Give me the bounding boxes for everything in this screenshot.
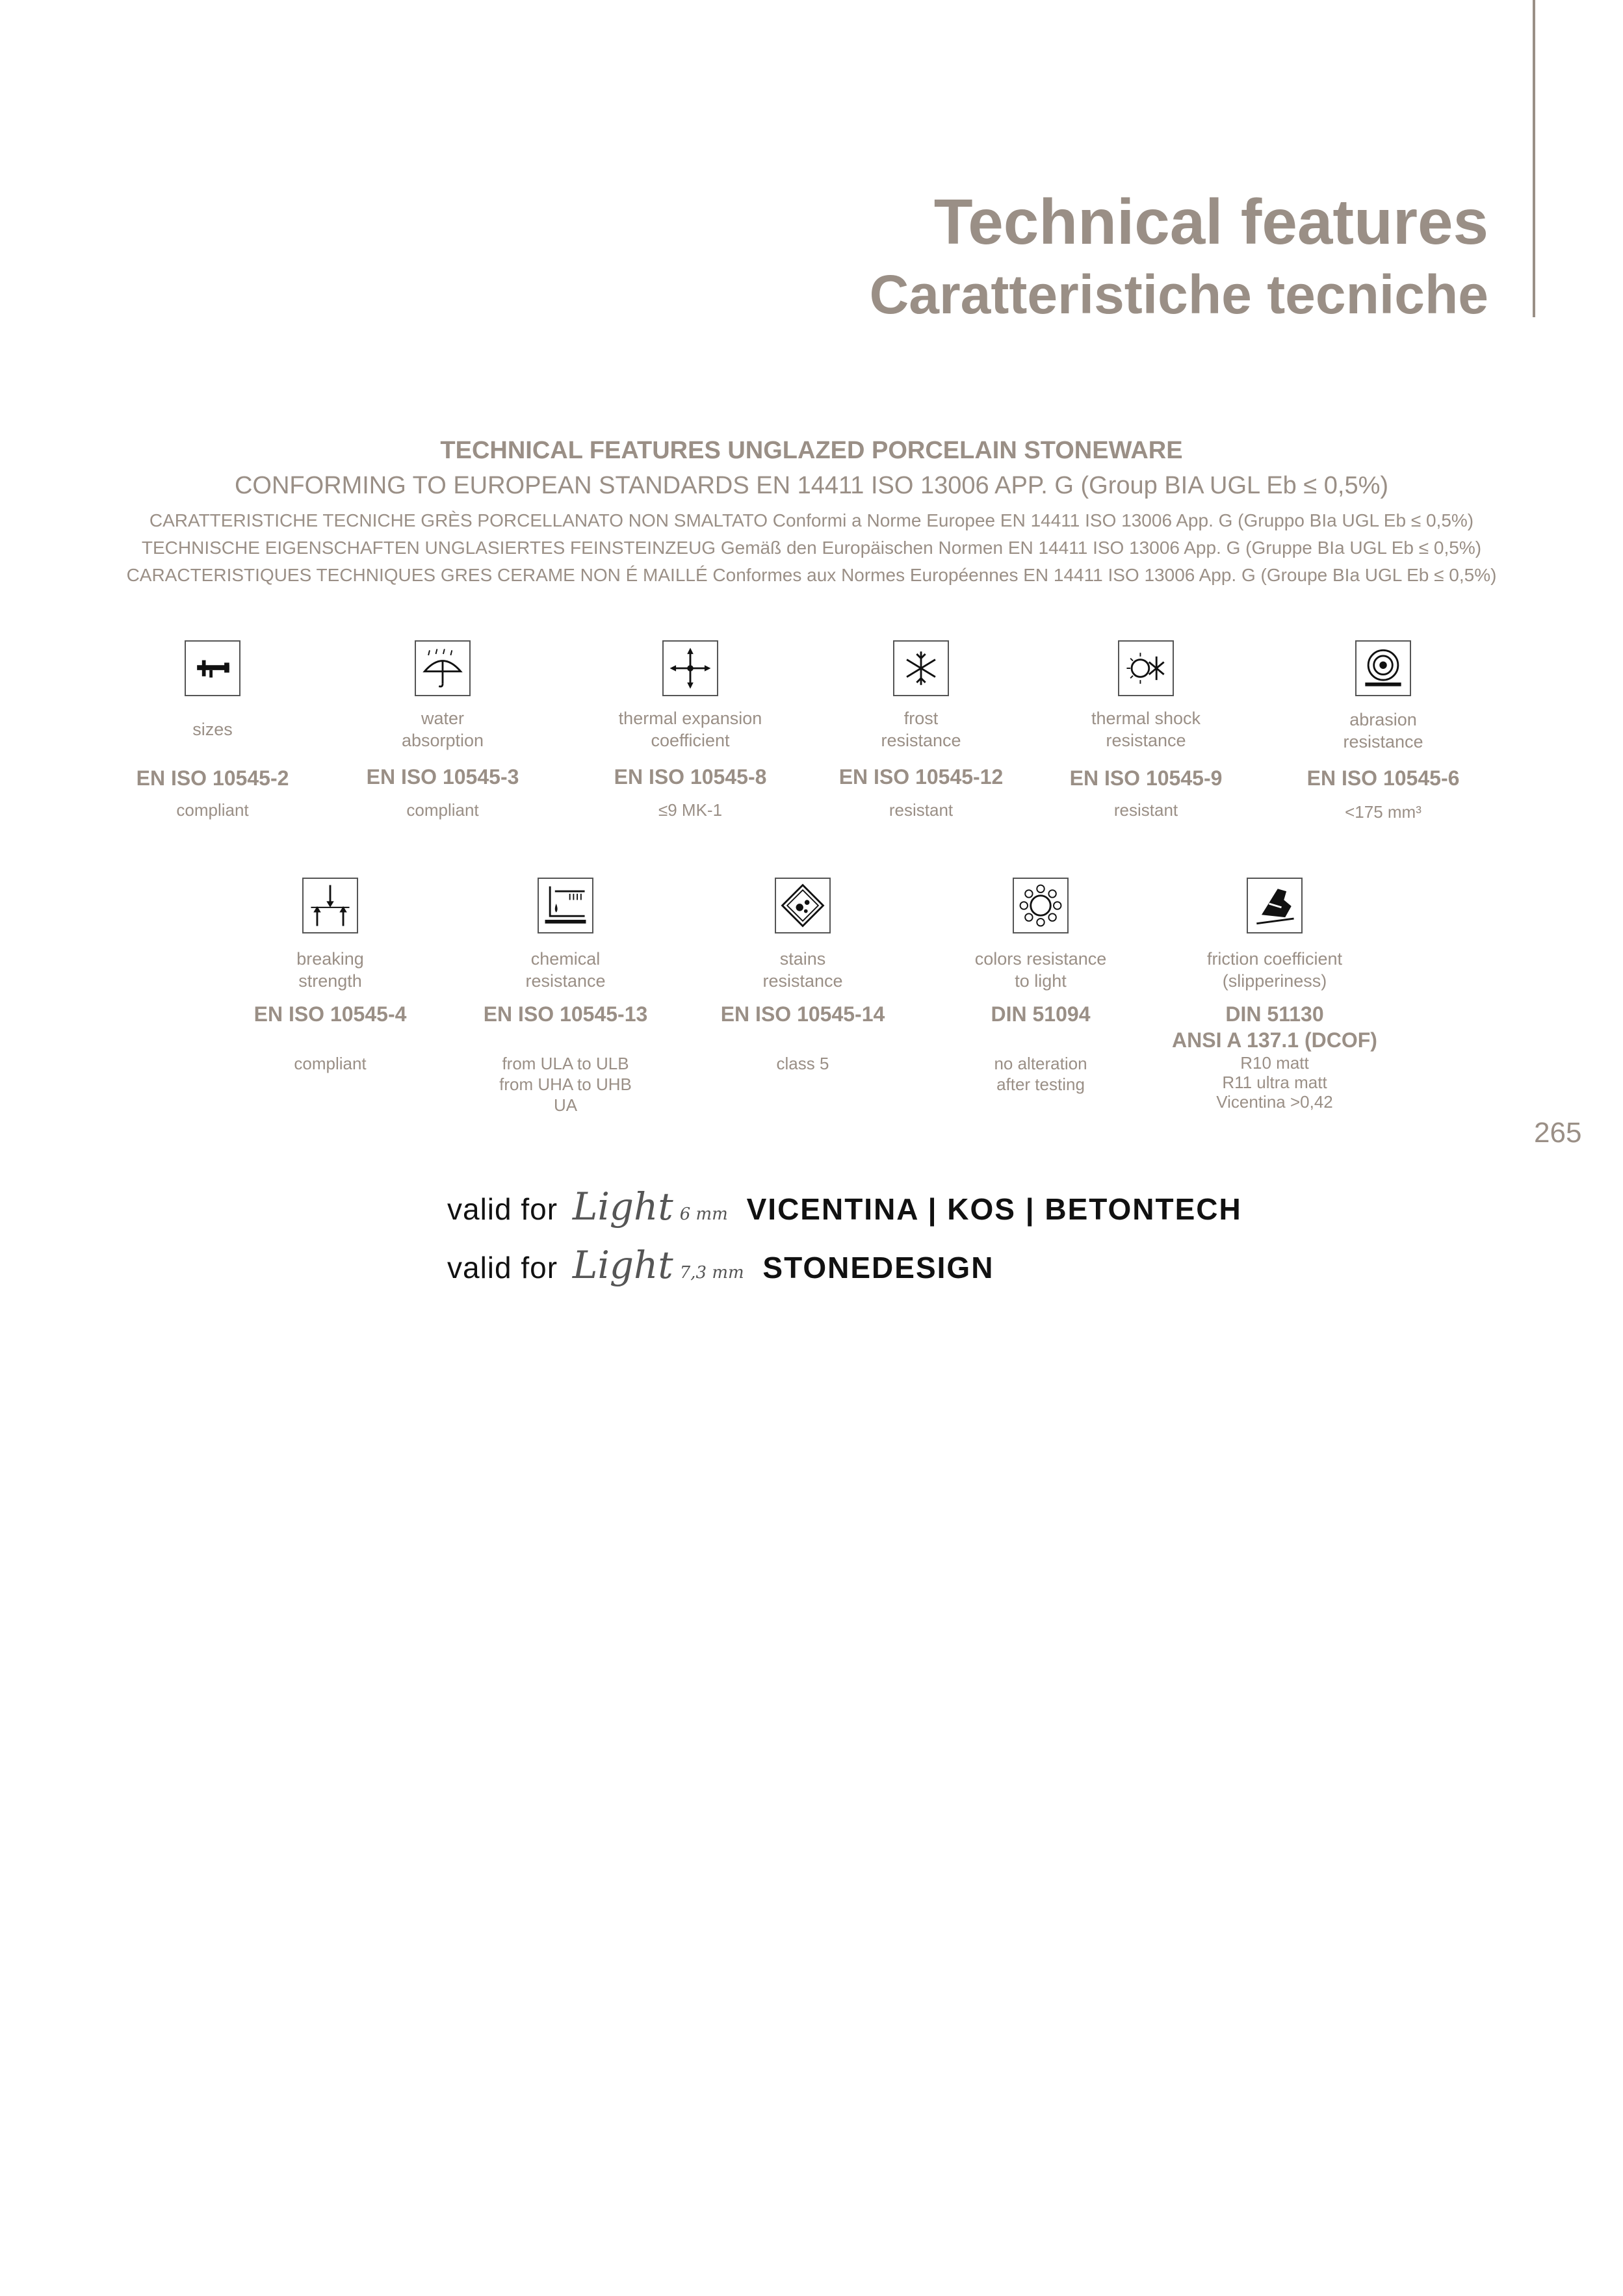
feature-value: compliant [406,800,479,820]
feature-label: abrasion resistance [1343,710,1423,751]
feature-label: colors resistance to light [974,949,1107,991]
page-title: Technical features [933,186,1488,257]
feature-standard: EN ISO 10545-14 [720,1002,885,1026]
feature-standard: EN ISO 10545-9 [1069,766,1223,790]
shoe-slip-icon [1247,878,1303,933]
valid-products: VICENTINA | KOS | BETONTECH [746,1192,1242,1226]
feature-label: thermal shock resistance [1091,709,1201,750]
abrasion-disc-icon [1355,640,1411,696]
feature-colors-resistance [904,878,1177,1094]
feature-value: <175 mm³ [1345,802,1422,822]
feature-standard: DIN 51130 ANSI A 137.1 (DCOF) [1172,1002,1377,1052]
heading-line-5: CARACTERISTIQUES TECHNIQUES GRES CERAME NON É MAILLÉ Conformes aux Normes Européennes EN 14411 ISO 13006 App. G (Groupe BIa UGL Eb ≤ 0,5%) [126,565,1497,585]
breaking-strength-icon [302,878,358,933]
feature-value: compliant [294,1054,367,1073]
expansion-arrows-icon [662,640,718,696]
feature-thermal-shock [1009,640,1282,820]
feature-standard: EN ISO 10545-12 [838,765,1004,789]
heading-line-4: TECHNISCHE EIGENSCHAFTEN UNGLASIERTES FEINSTEINZEUG Gemäß den Europäischen Normen EN 14411 ISO 13006 App. G (Gruppe BIa UGL Eb ≤ 0,5%) [141,538,1482,558]
feature-standard: EN ISO 10545-4 [253,1002,407,1026]
feature-label: thermal expansion coefficient [618,709,762,750]
sun-light-icon [1013,878,1069,933]
vertical-rule [1533,0,1535,317]
umbrella-icon [415,640,471,696]
valid-products: STONEDESIGN [762,1251,994,1285]
feature-label: breaking strength [296,949,364,991]
feature-value: no alteration after testing [994,1054,1087,1094]
valid-line-1 [447,1184,1242,1229]
feature-value: R10 matt R11 ultra matt Vicentina >0,42 [1216,1053,1333,1112]
feature-label: frost resistance [881,709,961,750]
feature-chemical-resistance [429,878,702,1115]
feature-standard: DIN 51094 [991,1002,1091,1026]
heading-line-2: CONFORMING TO EUROPEAN STANDARDS EN 14411 ISO 13006 APP. G (Group BIA UGL Eb ≤ 0,5%) [234,472,1389,499]
feature-value: compliant [176,800,249,820]
light-logo: Light [572,1184,673,1229]
feature-friction-coefficient [1138,878,1411,1112]
feature-label: stains resistance [762,949,843,991]
feature-standard: EN ISO 10545-6 [1306,766,1460,790]
feature-label: chemical resistance [525,949,606,991]
thermal-shock-icon [1118,640,1174,696]
page-number: 265 [1534,1117,1582,1149]
feature-value: ≤9 MK-1 [658,800,723,820]
feature-value: resistant [889,800,954,820]
valid-prefix: valid for [447,1251,558,1285]
feature-water-absorption [306,640,579,820]
feature-standard: EN ISO 10545-3 [366,765,519,789]
page-subtitle: Caratteristiche tecniche [869,264,1488,325]
feature-label: water absorption [401,709,484,750]
feature-standard: EN ISO 10545-2 [136,766,289,790]
chemical-icon [538,878,593,933]
thickness-label: 7,3 mm [679,1263,744,1283]
feature-standard: EN ISO 10545-8 [614,765,767,789]
valid-line-2 [447,1243,994,1287]
feature-label: friction coefficient (slipperiness) [1206,949,1343,991]
feature-stains-resistance [666,878,939,1073]
feature-abrasion-resistance [1247,640,1520,822]
feature-value: class 5 [776,1054,829,1073]
feature-value: resistant [1113,800,1178,820]
feature-label: sizes [192,720,233,739]
snowflake-icon [893,640,949,696]
light-logo: Light [572,1243,673,1287]
feature-standard: EN ISO 10545-13 [483,1002,648,1026]
heading-line-3: CARATTERISTICHE TECNICHE GRÈS PORCELLANATO NON SMALTATO Conformi a Norme Europee EN 14411 ISO 13006 App. G (Gruppo BIa UGL Eb ≤ 0,5%) [149,510,1474,530]
valid-prefix: valid for [447,1192,558,1226]
caliper-icon [185,640,240,696]
feature-breaking-strength [194,878,467,1073]
heading-line-1: TECHNICAL FEATURES UNGLAZED PORCELAIN STONEWARE [440,437,1183,464]
feature-value: from ULA to ULB from UHA to UHB UA [499,1054,632,1115]
thickness-label: 6 mm [679,1205,728,1224]
stain-icon [775,878,831,933]
